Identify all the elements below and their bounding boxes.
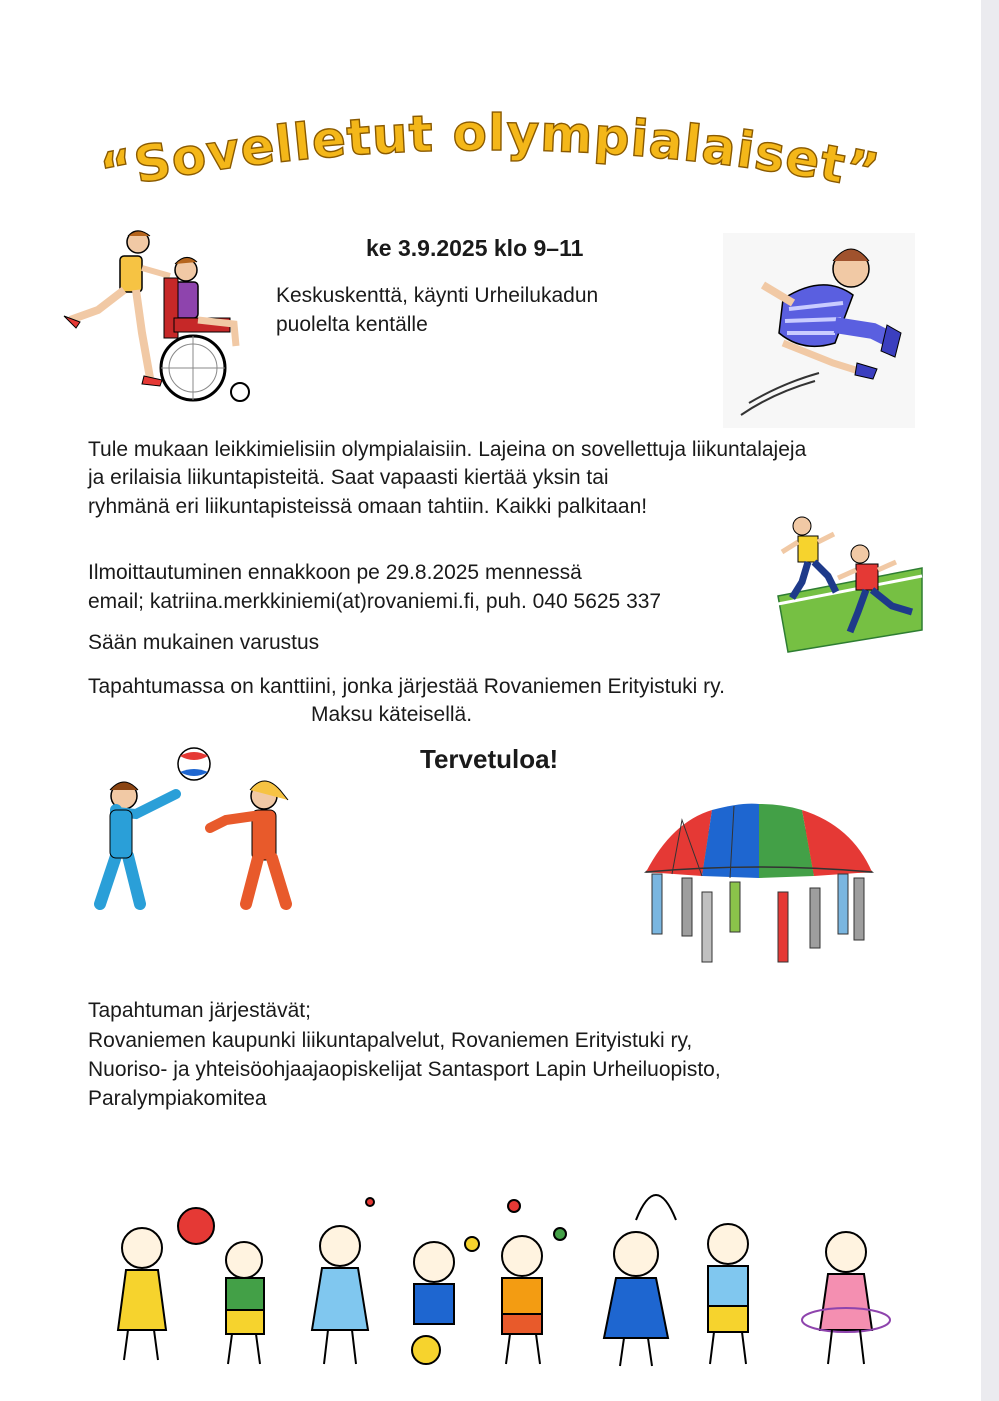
intro-line-1: Tule mukaan leikkimielisiin olympialaisiin. Lajeina on sovellettuja liikuntalajeja [88, 438, 807, 461]
location-line-2: puolelta kentälle [276, 313, 428, 336]
organizers-line-1: Rovaniemen kaupunki liikuntapalvelut, Rovaniemen Erityistuki ry, [88, 1029, 693, 1052]
event-title [60, 100, 920, 210]
ball-play-illustration [86, 744, 306, 914]
runners-illustration [772, 512, 928, 656]
long-jump-illustration [723, 233, 915, 428]
intro-line-3: ryhmänä eri liikuntapisteissä omaan tahtiin. Kaikki palkitaan! [88, 495, 648, 518]
registration-line-1: Ilmoittautuminen ennakkoon pe 29.8.2025 mennessä [88, 561, 582, 584]
event-date: ke 3.9.2025 klo 9–11 [366, 235, 584, 261]
intro-line-2: ja erilaisia liikuntapisteitä. Saat vapaasti kiertää yksin tai [88, 466, 609, 489]
organizers-line-2: Nuoriso- ja yhteisöohjaajaopiskelijat Santasport Lapin Urheiluopisto, [88, 1058, 721, 1081]
welcome-heading: Tervetuloa! [420, 744, 559, 774]
parachute-illustration [642, 802, 876, 968]
location-line-1: Keskuskenttä, käynti Urheilukadun [276, 284, 599, 307]
svg-text:“Sovelletut olympialaiset” [96, 104, 885, 202]
registration-line-2: email; katriina.merkkiniemi(at)rovaniemi.fi, puh. 040 5625 337 [88, 590, 662, 613]
event-title-text: “Sovelletut olympialaiset” [95, 103, 885, 202]
canteen-line-2: Maksu käteisellä. [311, 703, 473, 726]
gear-note: Sään mukainen varustus [88, 631, 320, 654]
canteen-line-1: Tapahtumassa on kanttiini, jonka järjestää Rovaniemen Erityistuki ry. [88, 675, 725, 698]
organizers-heading: Tapahtuman järjestävät; [88, 999, 311, 1022]
organizers-line-3: Paralympiakomitea [88, 1087, 267, 1110]
children-row-illustration [96, 1180, 906, 1380]
wheelchair-illustration [58, 228, 258, 408]
